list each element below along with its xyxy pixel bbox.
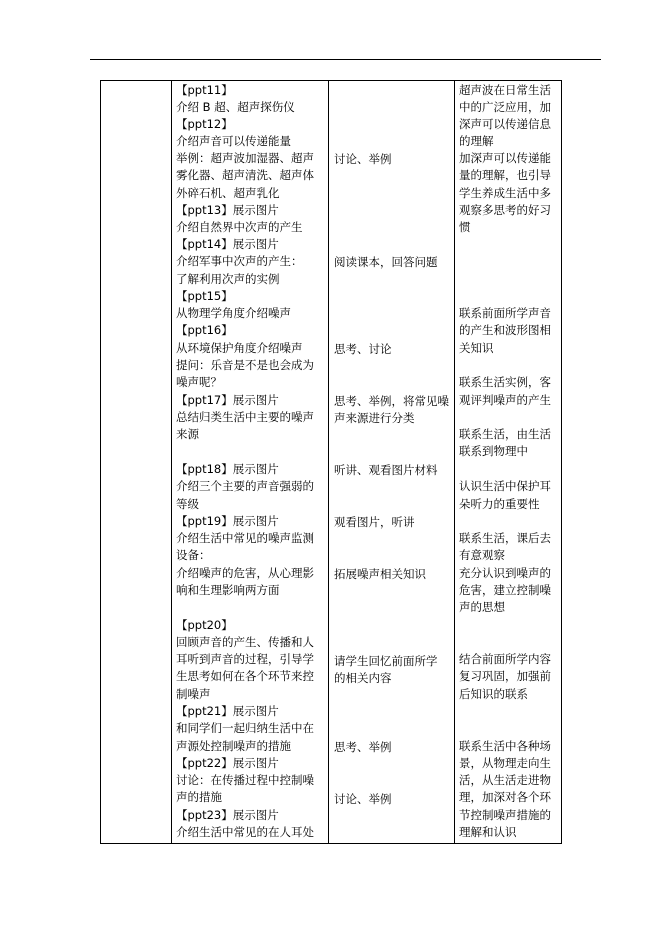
cell-line: 介绍生活中常见的在人耳处 [176,825,314,839]
cell-line: 设备： [176,548,211,562]
cell-line: 活，从生活走进物 [459,773,551,787]
cell-line: 【ppt18】展示图片 [176,462,279,476]
cell-line: 超声波在日常生活 [459,83,551,97]
cell-line: 介绍声音可以传递能量 [176,134,291,148]
cell-line: 举例：超声波加湿器、超声 [176,151,314,165]
cell-line: 充分认识到噪声的 [459,566,551,580]
cell-line: 危害，建立控制噪 [459,583,551,597]
cell-line: 惯 [459,220,471,234]
cell-line: 的相关内容 [334,671,392,685]
cell-line: 【ppt23】展示图片 [176,808,279,822]
cell-line: 等级 [176,497,199,511]
cell-line: 理解和认识 [459,825,517,839]
cell-line: 听讲、观看图片材料 [334,463,438,477]
cell-line: 阅读课本，回答问题 [334,255,438,269]
cell-line: 请学生回忆前面所学 [334,654,438,668]
cell-line: 介绍生活中常见的噪声监测 [176,531,314,545]
cell-line: 联系到物理中 [459,444,528,458]
cell-line: 节控制噪声措施的 [459,808,551,822]
cell-line: 【ppt22】展示图片 [176,756,279,770]
cell-line: 深声可以传递信息 [459,117,551,131]
cell-line: 来源 [176,427,199,441]
cell-line: 【ppt20】 [176,618,233,632]
cell-line: 认识生活中保护耳 [459,479,551,493]
cell-line: 回顾声音的产生、传播和人 [176,635,314,649]
cell-line: 【ppt15】 [176,289,233,303]
cell-line: 声来源进行分类 [334,411,415,425]
cell-line: 【ppt17】展示图片 [176,393,279,407]
cell-line: 提问：乐音是不是也会成为 [176,358,314,372]
cell-line: 声的措施 [176,790,222,804]
cell-line: 中的广泛应用，加 [459,100,551,114]
cell-line: 思考、举例，将常见噪 [334,394,449,408]
cell-line: 朵听力的重要性 [459,497,540,511]
cell-line: 从物理学角度介绍噪声 [176,306,291,320]
cell-line: 思考、举例 [334,740,392,754]
cell-line: 外碎石机、超声乳化 [176,186,280,200]
cell-line: 观评判噪声的产生 [459,393,551,407]
cell-line: 从环境保护角度介绍噪声 [176,341,303,355]
cell-line: 声的思想 [459,600,505,614]
cell-line: 了解利用次声的实例 [176,272,280,286]
cell-line: 【ppt21】展示图片 [176,704,279,718]
cell-line: 【ppt13】展示图片 [176,203,279,217]
cell-line: 【ppt14】展示图片 [176,237,279,251]
cell-line: 响和生理影响两方面 [176,583,280,597]
cell-line: 【ppt19】展示图片 [176,514,279,528]
column-student-activity [329,81,455,843]
cell-line: 【ppt12】 [176,117,233,131]
cell-line: 联系生活实例，客 [459,375,551,389]
cell-line: 生思考如何在各个环节来控 [176,669,314,683]
cell-line: 结合前面所学内容 [459,652,551,666]
cell-line: 介绍三个主要的声音强弱的 [176,479,314,493]
cell-line: 介绍 B 超、超声探伤仪 [176,100,295,114]
column-design-intent [455,81,561,843]
cell-line: 的理解 [459,134,494,148]
cell-line: 【ppt16】 [176,323,233,337]
cell-line: 总结归类生活中主要的噪声 [176,410,314,424]
cell-line: 制噪声 [176,687,211,701]
cell-line: 噪声呢？ [176,375,222,389]
cell-line: 【ppt11】 [176,83,233,97]
header-rule [90,59,601,60]
cell-line: 复习巩固，加强前 [459,669,551,683]
cell-line: 讨论、举例 [334,792,392,806]
cell-line: 加深声可以传递能 [459,151,551,165]
cell-line: 理，加深对各个环 [459,790,551,804]
cell-line: 联系生活，由生活 [459,427,551,441]
cell-line: 有意观察 [459,548,505,562]
cell-line: 介绍军事中次声的产生： [176,254,303,268]
cell-line: 观看图片，听讲 [334,515,415,529]
cell-line: 耳听到声音的过程，引导学 [176,652,314,666]
cell-line: 观察多思考的好习 [459,203,551,217]
cell-line: 和同学们一起归纳生活中在 [176,721,314,735]
cell-line: 学生养成生活中多 [459,186,551,200]
cell-line: 思考、讨论 [334,342,392,356]
cell-line: 量的理解，也引导 [459,168,551,182]
cell-line: 讨论：在传播过程中控制噪 [176,773,314,787]
cell-line: 联系生活，课后去 [459,531,551,545]
cell-line: 联系前面所学声音 [459,306,551,320]
column-stage [101,81,172,843]
cell-line: 讨论、举例 [334,152,392,166]
cell-line: 联系生活中各种场 [459,739,551,753]
cell-line: 拓展噪声相关知识 [334,567,426,581]
cell-line: 的产生和波形图相 [459,323,551,337]
cell-line: 景，从物理走向生 [459,756,551,770]
cell-line: 关知识 [459,341,494,355]
cell-line: 介绍自然界中次声的产生 [176,220,303,234]
column-teacher-activity [172,81,329,843]
lesson-table [100,80,562,844]
cell-line: 介绍噪声的危害，从心理影 [176,566,314,580]
cell-line: 声源处控制噪声的措施 [176,739,291,753]
cell-line: 雾化器、超声清洗、超声体 [176,168,314,182]
cell-line: 后知识的联系 [459,687,528,701]
